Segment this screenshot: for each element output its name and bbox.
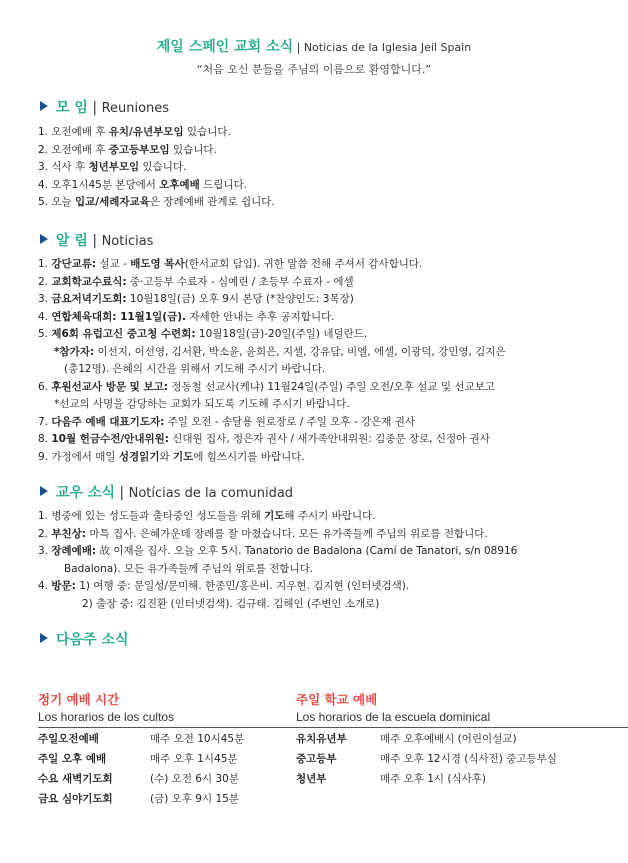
schedule-name: 중고등부	[296, 753, 337, 765]
item-text: 있습니다.	[183, 126, 231, 138]
text-segment: 자세한 안내는 추후 공지합니다.	[186, 310, 335, 323]
list-item	[38, 326, 598, 344]
item-text: 있습니다.	[139, 161, 187, 173]
schedule-name: 수요 새벽기도회	[38, 773, 113, 785]
list-subitem	[38, 344, 598, 362]
cultos-title: 정기 예배 시간	[38, 692, 120, 707]
text-segment: 2.	[38, 527, 52, 540]
text-segment: 7.	[38, 415, 52, 428]
list-item	[38, 508, 598, 526]
text-segment: 해 주시기 바랍니다.	[284, 510, 376, 522]
section-comunidad-heading	[40, 484, 293, 503]
title-spanish: Noticias de la Iglesia Jeil Spain	[303, 41, 472, 54]
list-item	[38, 256, 598, 274]
schedule-name: 주일 오후 예배	[38, 753, 107, 765]
list-item	[38, 449, 598, 467]
welcome-message: “처음 오신 분들을 주님의 이름으로 환영합니다.”	[196, 63, 432, 76]
list-item	[38, 578, 598, 596]
text-segment: 1) 여행 중: 문일성/문미해. 한종민/홍은비. 지우현. 김지현 (인터넷검색).	[75, 580, 410, 592]
list-item	[38, 159, 598, 177]
text-segment: (총12명). 은혜의 시간을 위해서 기도해 주시기 바랍니다.	[64, 363, 326, 375]
list-item	[38, 543, 598, 561]
escuela-schedule	[296, 729, 557, 789]
text-segment: 1.	[38, 258, 52, 270]
list-item	[38, 379, 598, 397]
text-segment: 8.	[38, 433, 52, 445]
text-segment: 3.	[38, 293, 52, 305]
heading-korean: 알 림	[56, 233, 88, 249]
bulletin-header	[0, 38, 628, 77]
title-separator: |	[293, 41, 304, 54]
list-item	[38, 309, 598, 327]
text-segment: 6.	[38, 380, 52, 393]
section-proxima-heading	[40, 631, 129, 649]
schedule-name: 청년부	[296, 773, 327, 785]
item-text: 3. 식사 후	[38, 161, 89, 173]
list-item	[38, 431, 598, 449]
text-segment: 에 힘쓰시기를 바랍니다.	[193, 450, 305, 463]
schedule-time: 매주 오후예배시 (어린이설교)	[380, 733, 517, 745]
text-segment: Badalona). 모든 유가족들께 주님의 위로를 전합니다.	[64, 562, 314, 575]
text-segment: 부친상:	[51, 527, 86, 540]
list-item	[38, 414, 598, 432]
heading-spanish: Noticias	[101, 234, 154, 249]
heading-spanish: Reuniones	[101, 101, 170, 116]
text-segment: 이선지, 이선영, 김서환, 박소윤, 윤희은, 지셀, 강유담, 비엘, 에셀, 이광덕, 강민영, 김지은	[94, 345, 506, 358]
heading-korean: 다음주 소식	[56, 632, 129, 648]
text-segment: 2) 출장 중: 김진환 (인터넷검색). 김규태. 김해인 (주변인 소개로)	[82, 597, 380, 610]
schedule-time: (수) 오전 6시 30분	[150, 773, 239, 785]
text-segment: (한서교회 담임). 귀한 말씀 전해 주셔서 감사합니다.	[184, 258, 423, 270]
schedule-row	[296, 729, 557, 749]
schedule-name: 금요 심야기도회	[38, 793, 113, 805]
item-bold: 중고등부모임	[108, 143, 170, 156]
list-subitem	[38, 596, 598, 614]
schedule-time: 매주 오후 12시경 (식사전) 중고등부실	[380, 753, 557, 765]
schedule-row	[38, 729, 244, 749]
item-text: 5. 오늘	[38, 196, 75, 208]
text-segment: 마특 집사. 은혜가운데 장례를 잘 마쳤습니다. 모든 유가족들께 주님의 위로를 전합니다.	[86, 527, 488, 540]
text-segment: 주일 오전 - 송달용 원로장로 / 주일 오후 - 강은재 권사	[164, 415, 416, 428]
list-item	[38, 526, 598, 544]
text-segment: 2.	[38, 275, 52, 288]
list-item	[38, 142, 598, 160]
list-subitem	[38, 396, 598, 414]
title-korean: 제일 스페인 교회 소식	[156, 39, 294, 55]
schedule-name: 유치유년부	[296, 733, 347, 745]
schedule-time: 매주 오후 1시45분	[150, 753, 238, 765]
item-text: 있습니다.	[169, 143, 217, 156]
text-segment: 와	[159, 450, 173, 463]
item-text: 드립니다.	[199, 178, 248, 191]
list-item	[38, 124, 598, 142]
schedule-row	[38, 749, 244, 769]
list-item	[38, 177, 598, 195]
text-segment: 제6회 유럽고신 중고청 수련회:	[51, 328, 196, 340]
heading-separator: |	[87, 233, 102, 249]
text-segment: 설교 -	[96, 258, 131, 270]
triangle-bullet-icon	[40, 101, 48, 111]
schedule-row	[296, 749, 557, 769]
schedule-name: 주일오전예배	[38, 733, 99, 745]
text-segment: 10월18일(금)-20일(주일) 네덜란드.	[195, 328, 368, 340]
text-segment: 10월18일(금) 오후 9시 본당 (*찬양인도: 3목장)	[126, 293, 354, 305]
text-segment: 강단교류:	[51, 258, 97, 270]
text-segment: 교회학교수료식:	[51, 275, 127, 288]
item-text: 4. 오후1시45분 본당에서	[38, 178, 160, 191]
noticias-list	[38, 256, 598, 466]
text-segment: 방문:	[51, 580, 76, 592]
list-subitem	[38, 361, 598, 379]
cultos-schedule	[38, 729, 244, 809]
triangle-bullet-icon	[40, 486, 48, 496]
text-segment: 4.	[38, 580, 52, 592]
text-segment: 중·고등부 수료자 - 심예린 / 초등부 수료자 - 에셀	[126, 275, 354, 288]
triangle-bullet-icon	[40, 234, 48, 244]
text-segment: *선교의 사명을 감당하는 교회가 되도록 기도해 주시기 바랍니다.	[54, 398, 350, 410]
list-item	[38, 194, 598, 212]
schedule-time: 매주 오전 10시45분	[150, 733, 245, 745]
text-segment: 금요저녁기도회:	[51, 293, 127, 305]
triangle-bullet-icon	[40, 633, 48, 643]
escuela-title: 주일 학교 예배	[296, 692, 378, 707]
text-segment: 성경읽기	[118, 450, 160, 463]
text-segment: *참가자:	[54, 345, 95, 358]
section-reuniones-heading	[40, 99, 169, 118]
item-bold: 오후예배	[159, 178, 200, 191]
item-text: 은 장례예배 관계로 쉽니다.	[149, 196, 275, 208]
text-segment: 4.	[38, 310, 52, 323]
text-segment: 다음주 예배 대표기도자:	[51, 415, 165, 428]
cultos-subtitle: Los horarios de los cultos	[38, 710, 175, 724]
reuniones-list	[38, 124, 598, 212]
list-item	[38, 291, 598, 309]
item-bold: 입교/세례자교육	[74, 196, 150, 208]
schedule-row	[38, 789, 244, 809]
text-segment: 정동철 선교사(케냐) 11월24일(주일) 주일 오전/오후 설교 및 선교보고	[167, 380, 495, 393]
heading-separator: |	[114, 485, 129, 501]
item-text: 1. 오전예배 후	[38, 126, 109, 138]
item-bold: 청년부모임	[88, 161, 140, 173]
page-title	[0, 38, 628, 57]
list-subitem	[38, 561, 598, 579]
item-bold: 유치/유년부모임	[108, 126, 184, 138]
schedule-time: (금) 오후 9시 15분	[150, 793, 239, 805]
list-item	[38, 274, 598, 292]
heading-spanish: Notícias de la comunidad	[128, 486, 294, 501]
text-segment: 10월 헌금수전/안내위원:	[51, 433, 169, 445]
text-segment: 故 이재을 집사. 오늘 오후 5시. Tanatorio de Badalona (Camí de Tanatori, s/n 08916	[96, 545, 518, 557]
text-segment: 9. 가정에서 매일	[38, 450, 119, 463]
text-segment: 기도	[172, 450, 194, 463]
text-segment: 3.	[38, 545, 52, 557]
text-segment: 기도	[264, 510, 285, 522]
schedule-row	[296, 769, 557, 789]
item-text: 2. 오전예배 후	[38, 143, 109, 156]
text-segment: 연합체육대회: 11월1일(금).	[51, 310, 187, 323]
schedule-row	[38, 769, 244, 789]
text-segment: 신대원 집사, 정은자 권사 / 새가족안내위원: 김종문 장로, 신정아 권사	[168, 433, 490, 445]
escuela-subtitle: Los horarios de la escuela dominical	[296, 710, 491, 724]
heading-korean: 모 임	[56, 100, 88, 116]
heading-korean: 교우 소식	[56, 485, 115, 501]
section-noticias-heading	[40, 232, 153, 251]
heading-separator: |	[87, 100, 102, 116]
text-segment: 장례예배:	[51, 545, 97, 557]
text-segment: 배도영 목사	[130, 258, 185, 270]
schedule-time: 매주 오후 1시 (식사후)	[380, 773, 487, 785]
schedule-divider	[38, 727, 628, 728]
text-segment: 1. 병중에 있는 성도들과 출타중인 성도들을 위해	[38, 510, 265, 522]
text-segment: 5.	[38, 328, 52, 340]
comunidad-list	[38, 508, 598, 613]
text-segment: 후원선교사 방문 및 보고:	[51, 380, 168, 393]
